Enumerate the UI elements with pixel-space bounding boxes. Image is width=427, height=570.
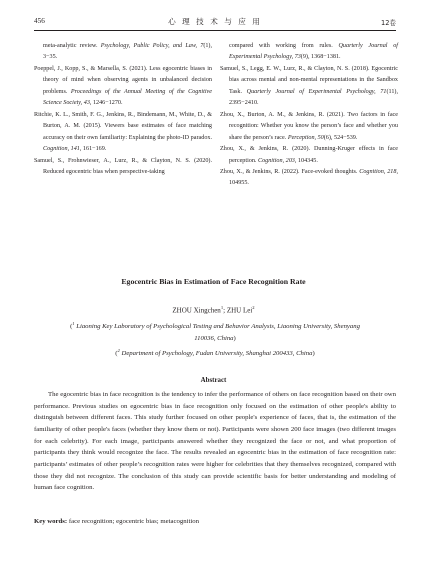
affiliation-2: ($^2$ Department of Psychology, Fudan University, Shanghai 200433, China) [115, 348, 315, 358]
volume-label: 12卷 [381, 19, 396, 27]
reference-entry: Zhou, X., & Jenkins, R. (2020). Dunning-Kruger effects in face perception. Cognition, 203, 104345. [220, 146, 398, 164]
keywords-text: face recognition; egocentric bias; metacognition [68, 518, 199, 525]
reference-entry: compared with working from rules. Quarterly Journal of Experimental Psychology, 73(9), 1368−1381. [229, 43, 398, 61]
reference-entry: Ritchie, K. L., Smith, F. G., Jenkins, R., Bindemann, M., White, D., & Burton, A. M. (2015). Viewers base estimates of face matching accuracy on their own familiarity: Explaining the photo-ID paradox. Cognition, 141, 161−169. [34, 111, 212, 153]
keywords-label: Key words: [34, 518, 68, 525]
page-number: 456 [34, 17, 45, 25]
reference-entry: meta-analytic review. Psychology, Public Policy, and Law, 7(1), 3−35. [43, 43, 213, 61]
reference-entry: Poeppel, J., Kopp, S., & Marsella, S. (2021). Less egocentric biases in theory of mind when observing agents in unbalanced decision problems. Proceedings of the Annual Meeting of the Cognitive Science Society, 43, 1246−1270. [34, 65, 212, 107]
keywords-line [34, 518, 396, 525]
affiliation-text: Liaoning Key Laboratory of Psychological Testing and Behavior Analysis, Liaoning University, Shenyang [76, 323, 360, 331]
reference-entry: Samuel, S., Frohnwieser, A., Lurz, R., & Clayton, N. S. (2020). Reduced egocentric bias when perspective-taking [34, 157, 212, 175]
reference-entry: Zhou, X., Burton, A. M., & Jenkins, R. (2021). Two factors in face recognition: Whether you know the person’s face and whether you share the person’s race. Perception, 50(6), 524−539. [220, 111, 398, 141]
journal-name: 心 理 技 术 与 应 用 [168, 17, 262, 26]
references-right-column [220, 41, 398, 190]
header-rule [34, 30, 396, 31]
references-left-column [34, 41, 212, 178]
author-affil-sup: 2 [252, 305, 255, 310]
abstract-body: The egocentric bias in face recognition is the tendency to infer the performance of others on face recognition based on their own performance. Previous studies on egocentric bias in face recognition only focused on the estimation of other people's ability to distinguish between different faces. This study further focused on other people's experience of faces, that is, the estimation of the familiarity of other people's faces (whether they know them or not). Participants were shown 200 face images (two different images for each celebrity). For each image, participants answered whether they recognized the face or not, and what proportion of participants they think would recognize the face. The results revealed an egocentric bias in the estimation of face recognition rate: participants’ estimates of other people’s recognition rates were higher for celebrities that they themselves recognized, compared with those they did not recognize. The conclusion of this study can provide scientific basis for better understanding and modeling of human face cognition. [34, 391, 396, 492]
author-name: ZHU Lei [226, 306, 253, 315]
paper-title: Egocentric Bias in Estimation of Face Recognition Rate [121, 277, 306, 286]
author-affil-sup: 1 [220, 305, 224, 310]
affiliation-1: ($^1$ Liaoning Key Laboratory of Psychological Testing and Behavior Analysis, Liaoning University, Shenyang 110036, China) [70, 321, 360, 343]
author-name: ZHOU Xingchen [172, 306, 221, 315]
reference-entry: Samuel, S., Legg, E. W., Lurz, R., & Clayton, N. S. (2018). Egocentric bias across mental and non-mental representations in the Sandbox Task. Quarterly Journal of Experimental Psychology, 71(11), 2395−2410. [220, 65, 398, 107]
affiliation-text: 110036, China [194, 335, 234, 343]
author-line: ZHOU Xingchen$^1$; ZHU Lei$^2$ [172, 305, 255, 315]
affil-sup: 2 [117, 348, 120, 353]
affiliation-text: Department of Psychology, Fudan University, Shanghai 200433, China [121, 350, 313, 358]
abstract-heading: Abstract [200, 377, 227, 384]
affil-sup: 1 [72, 321, 75, 326]
running-header [34, 17, 396, 29]
reference-entry: Zhou, X., & Jenkins, R. (2022). Face-evoked thoughts. Cognition, 218, 104955. [220, 168, 398, 187]
